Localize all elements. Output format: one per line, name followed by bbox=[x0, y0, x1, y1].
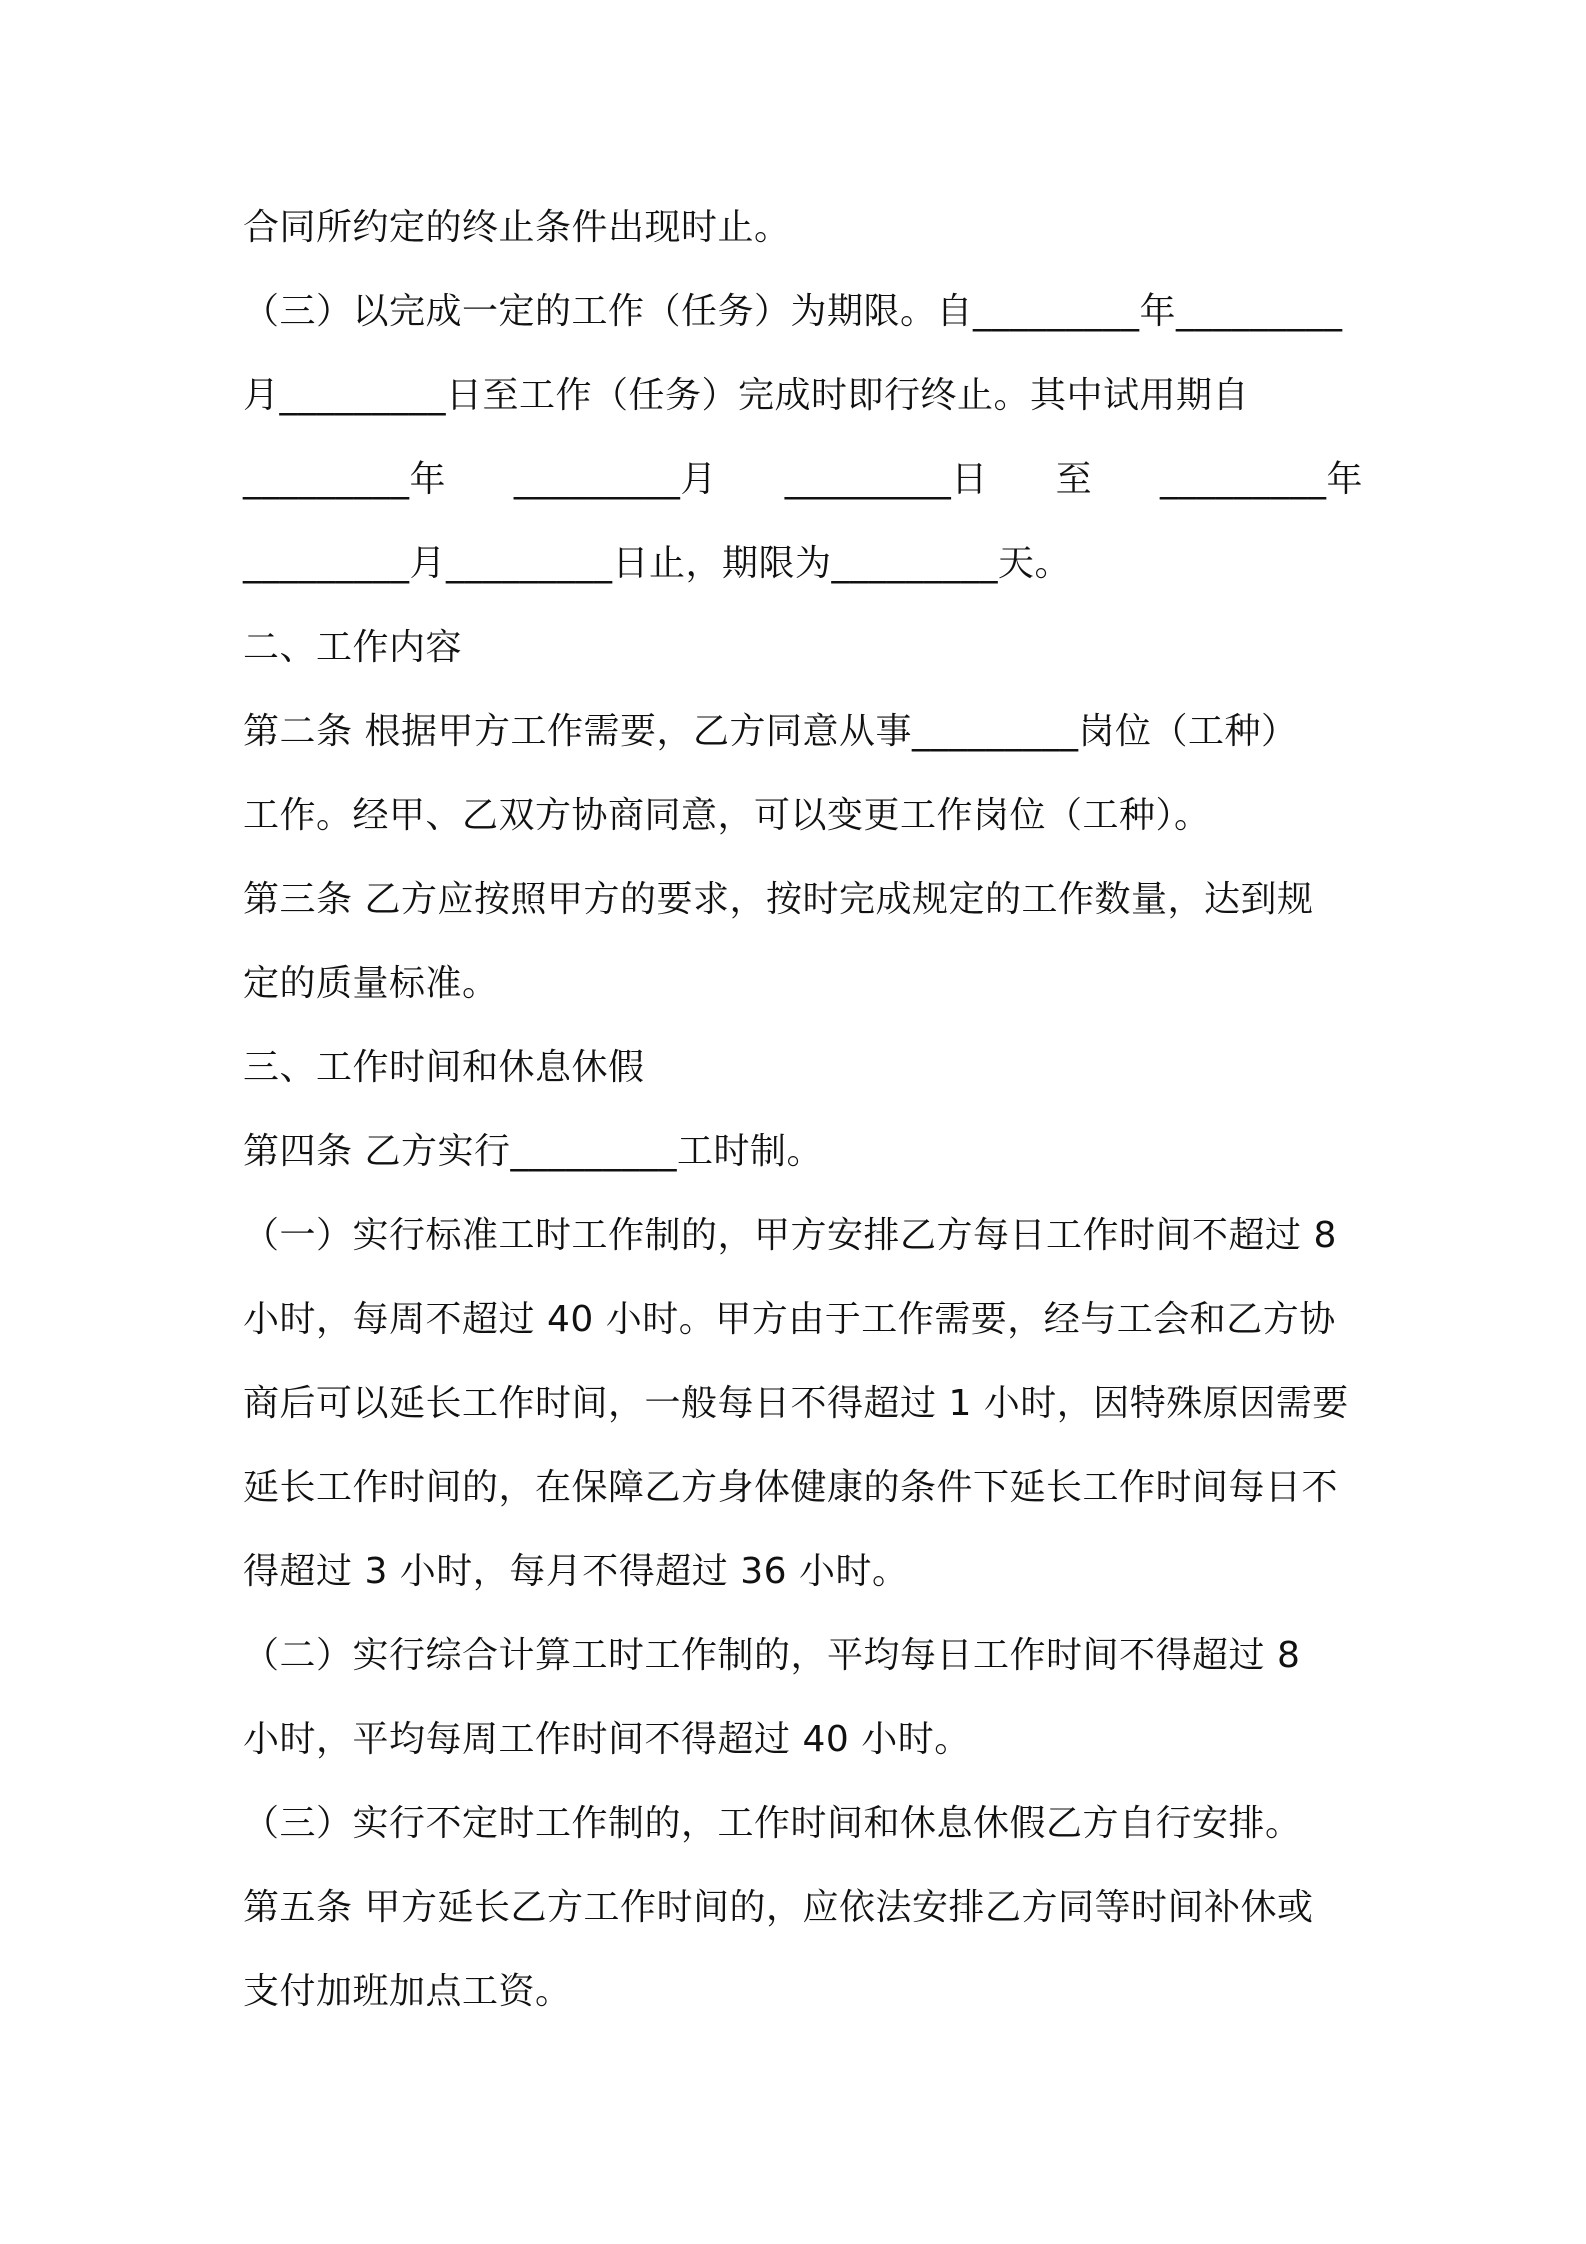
text-line-17: 得超过 3 小时，每月不得超过 36 小时。 bbox=[243, 1551, 909, 1592]
text-line-2: （三）以完成一定的工作（任务）为期限。自_________年_________ bbox=[243, 291, 1343, 332]
blank-year-start: _________年 bbox=[243, 459, 447, 500]
text-line-3: 月_________日至工作（任务）完成时即行终止。其中试用期自 bbox=[243, 375, 1250, 416]
text-line-18: （二）实行综合计算工时工作制的，平均每日工作时间不得超过 8 bbox=[243, 1635, 1301, 1676]
text-line-1: 合同所约定的终止条件出现时止。 bbox=[243, 207, 791, 248]
section-heading-work-time: 三、工作时间和休息休假 bbox=[243, 1047, 645, 1088]
text-line-22: 支付加班加点工资。 bbox=[243, 1971, 572, 2012]
text-line-9: 第三条 乙方应按照甲方的要求，按时完成规定的工作数量，达到规 bbox=[243, 879, 1314, 920]
text-line-21: 第五条 甲方延长乙方工作时间的，应依法安排乙方同等时间补休或 bbox=[243, 1887, 1314, 1928]
text-line-20: （三）实行不定时工作制的，工作时间和休息休假乙方自行安排。 bbox=[243, 1803, 1302, 1844]
section-heading-work-content: 二、工作内容 bbox=[243, 627, 463, 668]
text-line-19: 小时，平均每周工作时间不得超过 40 小时。 bbox=[243, 1719, 971, 1760]
blank-to: 至 bbox=[1055, 459, 1093, 500]
text-line-13: （一）实行标准工时工作制的，甲方安排乙方每日工作时间不超过 8 bbox=[243, 1215, 1337, 1256]
blank-year-end: _________年 bbox=[1159, 459, 1363, 500]
text-line-14: 小时，每周不超过 40 小时。甲方由于工作需要，经与工会和乙方协 bbox=[243, 1299, 1336, 1340]
text-line-8: 工作。经甲、乙双方协商同意，可以变更工作岗位（工种）。 bbox=[243, 795, 1211, 836]
text-line-7: 第二条 根据甲方工作需要，乙方同意从事_________岗位（工种） bbox=[243, 711, 1298, 752]
blank-month-start: _________月 bbox=[513, 459, 717, 500]
text-line-16: 延长工作时间的，在保障乙方身体健康的条件下延长工作时间每日不 bbox=[243, 1467, 1339, 1508]
text-line-4-blank-dates bbox=[243, 456, 1363, 504]
text-line-15: 商后可以延长工作时间，一般每日不得超过 1 小时，因特殊原因需要 bbox=[243, 1383, 1349, 1424]
blank-day-start: _________日 bbox=[784, 459, 988, 500]
text-line-5: _________月_________日止，期限为_________天。 bbox=[243, 543, 1072, 584]
text-line-10: 定的质量标准。 bbox=[243, 963, 499, 1004]
text-line-12: 第四条 乙方实行_________工时制。 bbox=[243, 1131, 823, 1172]
